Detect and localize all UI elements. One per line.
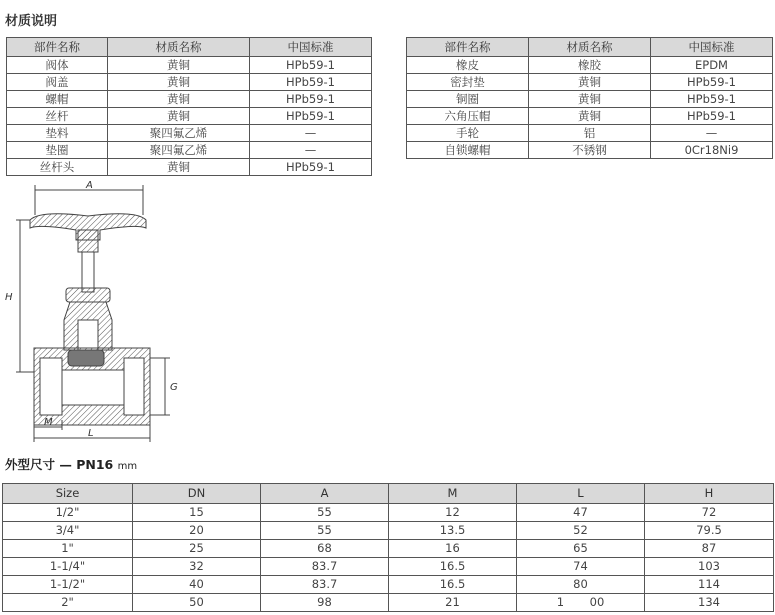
table-cell: 黄铜 (108, 108, 250, 125)
table-cell: 橡胶 (529, 57, 651, 74)
table-row (3, 576, 774, 594)
pressure-rating: PN16 (76, 457, 114, 472)
table-cell: HPb59-1 (250, 74, 372, 91)
table-cell: 铝 (529, 125, 651, 142)
table-row (7, 57, 372, 74)
table-cell: 0Cr18Ni9 (651, 142, 773, 159)
header-material-name: 材质名称 (529, 38, 651, 57)
table-cell: 50 (133, 594, 261, 612)
handwheel-hub (78, 230, 98, 252)
table-cell: 聚四氟乙烯 (108, 125, 250, 142)
table-cell: 橡皮 (407, 57, 529, 74)
table-cell: 丝杆 (7, 108, 108, 125)
table-cell: 16 (389, 540, 517, 558)
header-l: L (517, 484, 645, 504)
table-cell: 72 (645, 504, 774, 522)
table-cell: 16.5 (389, 558, 517, 576)
table-row (407, 142, 773, 159)
table-cell: 74 (517, 558, 645, 576)
table-cell: 2" (3, 594, 133, 612)
dimension-table (2, 483, 774, 612)
material-table-left (6, 37, 372, 176)
table-cell: EPDM (651, 57, 773, 74)
table-cell: 丝杆头 (7, 159, 108, 176)
table-cell: HPb59-1 (250, 159, 372, 176)
table-cell: — (250, 142, 372, 159)
table-cell: 不锈钢 (529, 142, 651, 159)
table-row (7, 142, 372, 159)
table-cell: 黄铜 (529, 108, 651, 125)
table-cell: 103 (645, 558, 774, 576)
table-cell: 1 00 (517, 594, 645, 612)
table-row (7, 125, 372, 142)
table-cell: 自锁螺帽 (407, 142, 529, 159)
dim-label-l: L (88, 428, 94, 439)
table-cell: 黄铜 (108, 159, 250, 176)
header-cn-standard: 中国标准 (651, 38, 773, 57)
table-cell: 12 (389, 504, 517, 522)
table-header-row (7, 38, 372, 57)
material-table-right (406, 37, 773, 159)
header-size: Size (3, 484, 133, 504)
table-header-row (407, 38, 773, 57)
table-cell: 55 (261, 504, 389, 522)
table-cell: 密封垫 (407, 74, 529, 91)
table-cell: 黄铜 (108, 57, 250, 74)
table-cell: 1-1/2" (3, 576, 133, 594)
table-cell: 铜圈 (407, 91, 529, 108)
table-cell: 聚四氟乙烯 (108, 142, 250, 159)
table-cell: 1" (3, 540, 133, 558)
header-part-name: 部件名称 (7, 38, 108, 57)
dim-label-g: G (170, 382, 178, 393)
table-cell: 134 (645, 594, 774, 612)
table-cell: 32 (133, 558, 261, 576)
table-cell: HPb59-1 (250, 57, 372, 74)
table-cell: 1-1/4" (3, 558, 133, 576)
table-row (3, 540, 774, 558)
table-header-row (3, 484, 774, 504)
table-row (7, 108, 372, 125)
table-cell: 15 (133, 504, 261, 522)
valve-drawing (0, 180, 200, 450)
table-cell: 六角压帽 (407, 108, 529, 125)
table-cell: HPb59-1 (250, 91, 372, 108)
header-a: A (261, 484, 389, 504)
table-cell: 垫圈 (7, 142, 108, 159)
port-left (40, 358, 62, 415)
dim-label-h: H (5, 292, 13, 303)
table-cell: 阀体 (7, 57, 108, 74)
table-cell: 65 (517, 540, 645, 558)
header-h: H (645, 484, 774, 504)
table-cell: 55 (261, 522, 389, 540)
dim-label-a: A (86, 180, 93, 191)
table-cell: 垫料 (7, 125, 108, 142)
table-cell: 87 (645, 540, 774, 558)
table-row (7, 74, 372, 91)
table-cell: 52 (517, 522, 645, 540)
table-cell: 68 (261, 540, 389, 558)
table-cell: 40 (133, 576, 261, 594)
table-cell: 114 (645, 576, 774, 594)
hex-cap (66, 288, 110, 302)
table-cell: 螺帽 (7, 91, 108, 108)
table-cell: 16.5 (389, 576, 517, 594)
header-cn-standard: 中国标准 (250, 38, 372, 57)
table-row (407, 108, 773, 125)
table-row (407, 74, 773, 91)
table-cell: 47 (517, 504, 645, 522)
table-cell: 21 (389, 594, 517, 612)
header-dn: DN (133, 484, 261, 504)
table-cell: 黄铜 (108, 74, 250, 91)
table-cell: 黄铜 (529, 74, 651, 91)
table-cell: HPb59-1 (651, 91, 773, 108)
table-row (3, 558, 774, 576)
table-cell: HPb59-1 (651, 74, 773, 91)
table-cell: 83.7 (261, 576, 389, 594)
flow-channel (62, 370, 124, 405)
table-row (3, 504, 774, 522)
table-cell: HPb59-1 (651, 108, 773, 125)
dimension-title-text: 外型尺寸 — (5, 457, 77, 472)
table-row (7, 159, 372, 176)
table-cell: — (250, 125, 372, 142)
material-title: 材质说明 (5, 14, 58, 29)
table-cell: 阀盖 (7, 74, 108, 91)
header-part-name: 部件名称 (407, 38, 529, 57)
table-cell: 13.5 (389, 522, 517, 540)
table-cell: 20 (133, 522, 261, 540)
dim-label-m: M (44, 417, 53, 428)
table-row (407, 91, 773, 108)
unit-label: mm (117, 461, 138, 472)
table-cell: 83.7 (261, 558, 389, 576)
table-cell: 80 (517, 576, 645, 594)
table-cell: 手轮 (407, 125, 529, 142)
table-row (7, 91, 372, 108)
header-material-name: 材质名称 (108, 38, 250, 57)
table-cell: 25 (133, 540, 261, 558)
table-cell: — (651, 125, 773, 142)
table-cell: 98 (261, 594, 389, 612)
table-row (407, 125, 773, 142)
table-cell: HPb59-1 (250, 108, 372, 125)
table-cell: 黄铜 (108, 91, 250, 108)
table-cell: 黄铜 (529, 91, 651, 108)
stem (82, 252, 94, 292)
header-m: M (389, 484, 517, 504)
table-row (407, 57, 773, 74)
table-row (3, 594, 774, 612)
dimension-title (5, 455, 137, 473)
port-right (124, 358, 144, 415)
disc (68, 350, 104, 366)
table-cell: 3/4" (3, 522, 133, 540)
table-row (3, 522, 774, 540)
table-cell: 79.5 (645, 522, 774, 540)
table-cell: 1/2" (3, 504, 133, 522)
